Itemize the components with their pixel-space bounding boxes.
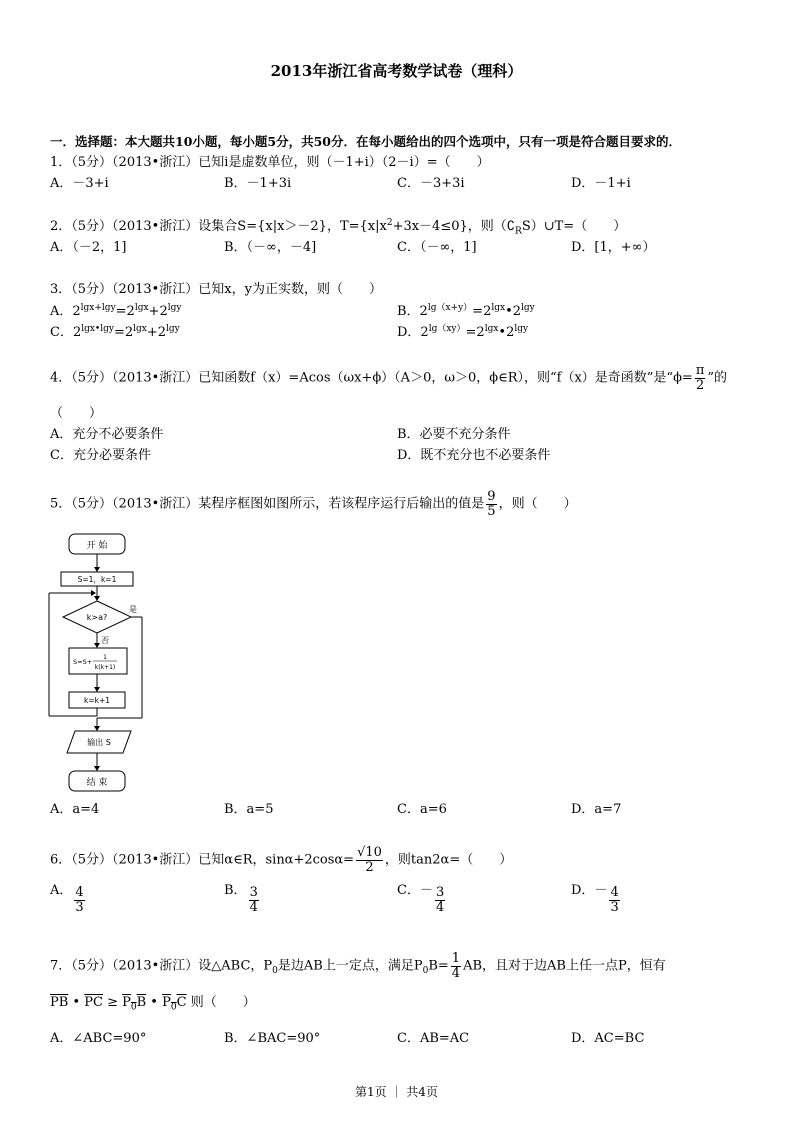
q5-stem: 5．（5分）（2013•浙江）某程序框图如图所示，若该程序运行后输出的值是 $\frac{9}{5}$ ，则（ ） bbox=[50, 489, 577, 519]
q4-stem: 4．（5分）（2013•浙江）已知函数f（x）=Acos（ωx+ϕ）（A＞0，ω＞0，ϕ∈R），则“f（x）是奇函数”是“ϕ= $\frac{\pi}{2}$ ”的 bbox=[50, 363, 728, 393]
q7-option-d: D．AC=BC bbox=[571, 1031, 645, 1046]
q4-fraction: $\frac{\pi}{2}$ bbox=[695, 363, 705, 393]
page-title: 2013年浙江省高考数学试卷（理科） bbox=[270, 62, 523, 80]
q1-option-c: C．－3+3i bbox=[397, 176, 465, 191]
q7-vector-inequality: $\overline{PB}$ • $\overline{PC} \ge P_0B$ • $P_0C$ 则（ ） bbox=[50, 995, 256, 1013]
q1-option-a: A．－3+i bbox=[50, 176, 109, 191]
q3-option-b: B．$2^{lg(x+y)}=2^{lgx}•2^{lgy}$ bbox=[397, 303, 535, 319]
q5-option-b: B．a=5 bbox=[224, 802, 274, 817]
q6-option-a: A． $\frac{4}{3}$ bbox=[50, 883, 84, 915]
q4-option-d: D．既不充分也不必要条件 bbox=[397, 448, 551, 463]
q5-option-d: D．a=7 bbox=[571, 802, 622, 817]
q2-stem: 2．（5分）（2013•浙江）设集合S={x|x＞－2}，$T=\{x|x^2+3x-4\le 0\}$，则$(∁_RS)\cup T=$（ ） bbox=[50, 218, 627, 237]
flow-assign-den: k(k+1) bbox=[94, 664, 116, 671]
q5-option-a: A．a=4 bbox=[50, 802, 100, 817]
page-footer: 第1页 ｜ 共4页 bbox=[355, 1085, 438, 1099]
flow-start-label: 开 始 bbox=[86, 541, 108, 551]
q6-stem: 6．（5分）（2013•浙江）已知α∈R，sinα+2cosα= $\frac{√10}{2}$ ，则tan2α=（ ） bbox=[50, 845, 513, 875]
q4-answer-paren: （ ） bbox=[50, 406, 103, 421]
flow-assign-label: S=S+ bbox=[73, 658, 93, 666]
q1-stem: 1．（5分）（2013•浙江）已知i是虚数单位，则（－1+i）（2－i）=（ ） bbox=[50, 155, 490, 170]
q3-option-c: C．$2^{lgx•lgy}=2^{lgx}+2^{lgy}$ bbox=[50, 324, 180, 340]
q2-option-b: B．（－∞，－4] bbox=[224, 240, 317, 255]
flow-cond-label: k>a? bbox=[86, 613, 108, 622]
q7-option-a: A．∠ABC=90° bbox=[50, 1031, 147, 1046]
flow-no-label: 否 bbox=[101, 636, 109, 645]
q7-option-b: B．∠BAC=90° bbox=[224, 1031, 321, 1046]
q3-option-d: D．$2^{lg(xy)}=2^{lgx}•2^{lgy}$ bbox=[397, 324, 529, 340]
q6-option-b: B． $\frac{3}{4}$ bbox=[224, 883, 258, 915]
flow-init-label: S=1，k=1 bbox=[77, 575, 117, 584]
q7-fraction: $\frac{1}{4}$ bbox=[451, 951, 461, 981]
flow-inc-label: k=k+1 bbox=[83, 696, 111, 705]
q5-fraction: $\frac{9}{5}$ bbox=[487, 489, 496, 519]
q6-option-d: D．－ $\frac{4}{3}$ bbox=[571, 883, 619, 915]
q6-option-c: C．－ $\frac{3}{4}$ bbox=[397, 883, 445, 915]
flow-output-label: 输出 S bbox=[87, 738, 111, 747]
flow-yes-label: 是 bbox=[129, 605, 137, 614]
q7-option-c: C．AB=AC bbox=[397, 1031, 470, 1046]
q1-option-b: B．－1+3i bbox=[224, 176, 292, 191]
q2-option-c: C．（－∞，1] bbox=[397, 240, 477, 255]
q3-stem: 3．（5分）（2013•浙江）已知x，y为正实数，则（ ） bbox=[50, 282, 382, 297]
q3-option-a: A．$2^{lgx+lgy}=2^{lgx}+2^{lgy}$ bbox=[50, 303, 182, 319]
q1-option-d: D．－1+i bbox=[571, 176, 631, 191]
q4-option-c: C．充分必要条件 bbox=[50, 448, 151, 463]
q4-option-a: A．充分不必要条件 bbox=[50, 427, 164, 442]
q4-option-b: B．必要不充分条件 bbox=[397, 427, 511, 442]
q2-option-a: A．（－2，1] bbox=[50, 240, 127, 255]
flow-end-label: 结 束 bbox=[86, 778, 108, 788]
q2-option-d: D．[1，+∞） bbox=[571, 240, 656, 255]
q6-fraction: $\frac{√10}{2}$ bbox=[357, 845, 382, 875]
section-heading: 一．选择题：本大题共10小题，每小题5分，共50分．在每小题给出的四个选项中，只有一项是符合题目要求的． bbox=[50, 134, 681, 149]
flowchart bbox=[45, 530, 205, 820]
flow-assign-num: 1 bbox=[103, 654, 107, 661]
q5-option-c: C．a=6 bbox=[397, 802, 447, 817]
q7-stem: 7．（5分）（2013•浙江）设△ABC，$P_0$是边AB上一定点，满足$P_0B=$ $\frac{1}{4}$ AB，且对于边AB上任一点P，恒有 bbox=[50, 951, 666, 981]
